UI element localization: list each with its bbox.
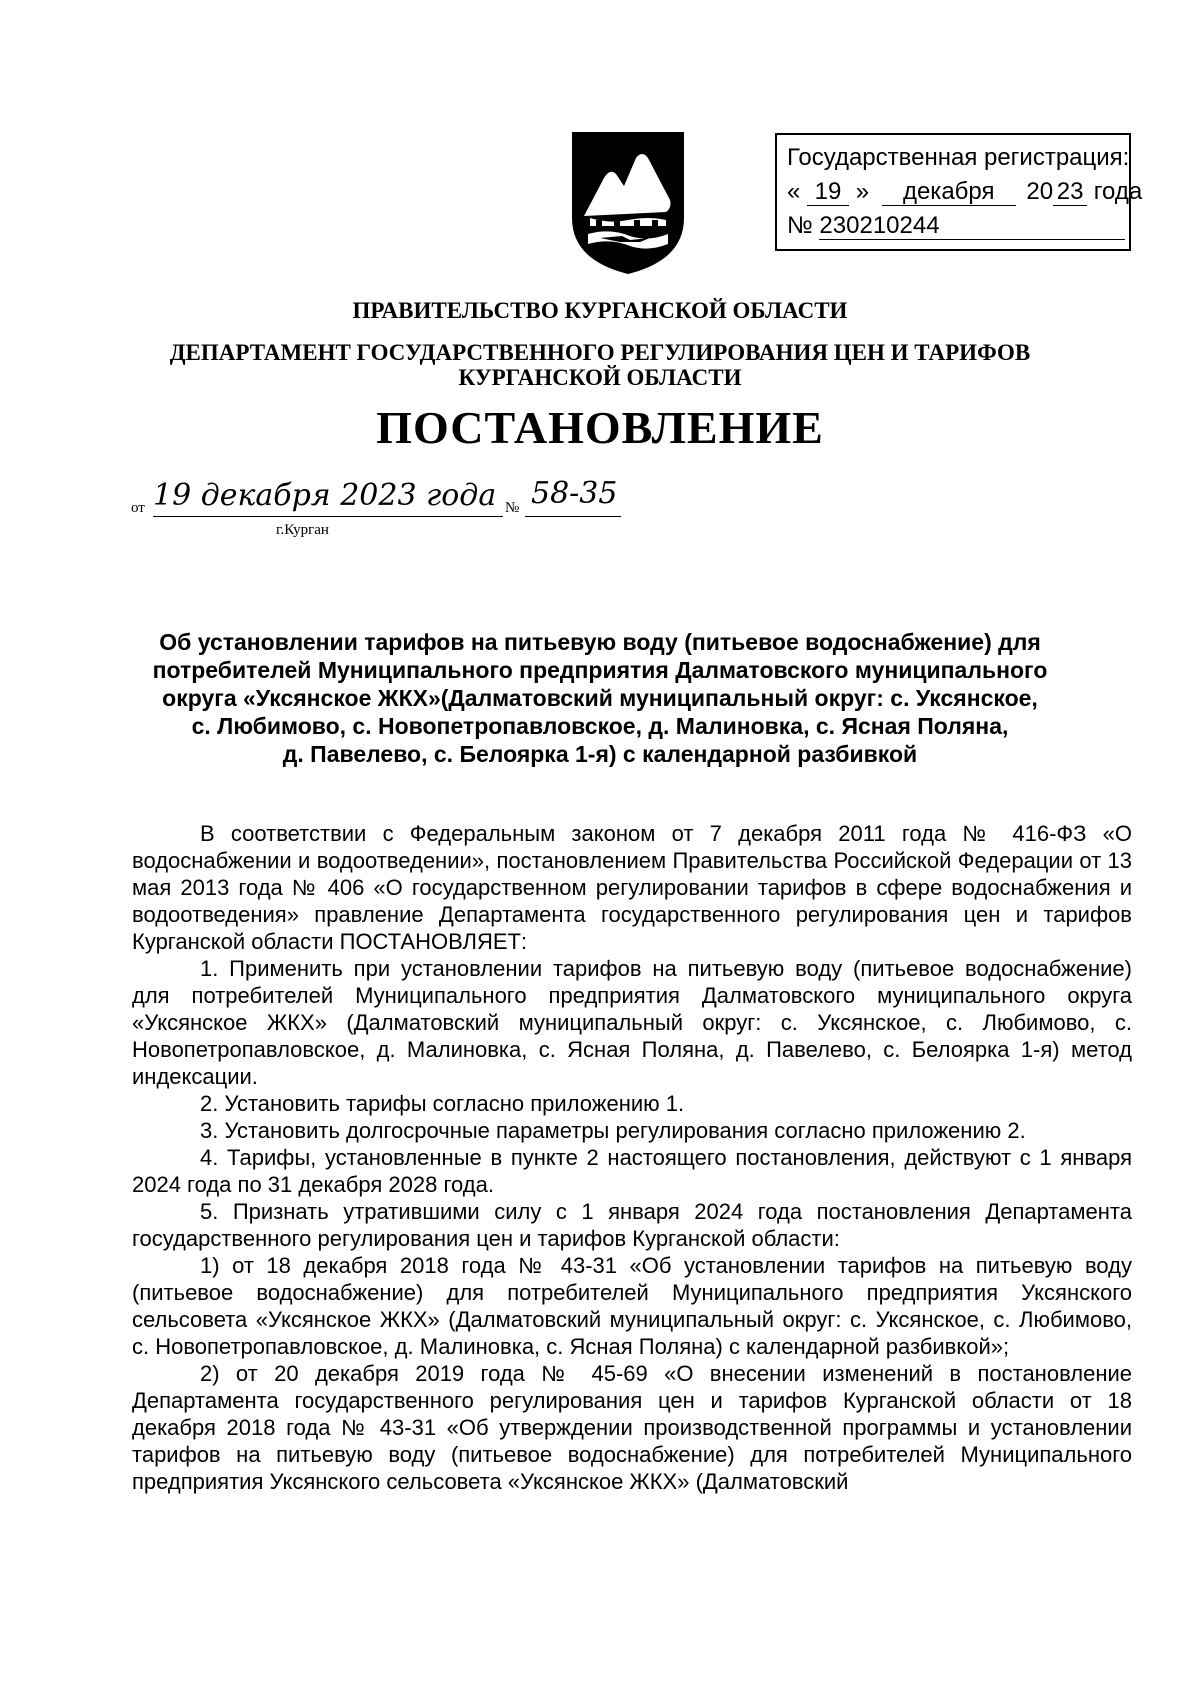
- registration-year-suffix: 23: [1053, 179, 1087, 206]
- subject-line: д. Павелево, с. Белоярка 1-я) с календарной разбивкой: [282, 741, 918, 767]
- number-underline: [525, 516, 621, 517]
- document-type-title: ПОСТАНОВЛЕНИЕ: [376, 402, 824, 453]
- kurgan-coat-of-arms-icon: [570, 130, 686, 276]
- from-label: от: [131, 500, 145, 516]
- subject-line: с. Любимово, с. Новопетропавловское, д. Малиновка, с. Ясная Поляна,: [191, 713, 1009, 739]
- registration-month: декабря: [882, 179, 1016, 206]
- handwritten-date: 19 декабря 2023 года: [153, 478, 497, 513]
- registration-year-prefix: 20: [1026, 178, 1054, 205]
- registration-number-sign: №: [787, 212, 813, 239]
- government-name: ПРАВИТЕЛЬСТВО КУРГАНСКОЙ ОБЛАСТИ: [352, 298, 848, 323]
- registration-day: 19: [807, 179, 849, 206]
- registration-open-quote: «: [787, 178, 801, 205]
- registration-close-quote: »: [855, 178, 870, 205]
- subject-line: потребителей Муниципального предприятия Далматовского муниципального: [152, 657, 1048, 683]
- document-subject: [120, 628, 1080, 768]
- registration-number-row: [787, 209, 1129, 243]
- body-clause-3: 3. Установить долгосрочные параметры регулирования согласно приложению 2.: [200, 1118, 1026, 1143]
- registration-date-row: [787, 175, 1143, 209]
- department-name-line2: КУРГАНСКОЙ ОБЛАСТИ: [458, 365, 742, 390]
- state-registration-box: [775, 133, 1143, 251]
- body-subclause-1: 1) от 18 декабря 2018 года № 43-31 «Об установлении тарифов на питьевую воду (питьевое водоснабжение) для потребителей Муниципального предприятия Уксянского сельсовета «Уксянское ЖКХ» (Далматовский муниципальный округ: с. Уксянское, с. Любимово, с. Новопетропавловское, д. Малиновка, с. Ясная Поляна) с календарной разбивкой»;: [132, 1253, 1132, 1359]
- subject-line: Об установлении тарифов на питьевую воду (питьевое водоснабжение) для: [159, 629, 1041, 655]
- subject-line: округа «Уксянское ЖКХ»(Далматовский муниципальный округ: с. Уксянское,: [162, 685, 1038, 711]
- registration-label: Государственная регистрация:: [787, 144, 1130, 171]
- department-name-line1: ДЕПАРТАМЕНТ ГОСУДАРСТВЕННОГО РЕГУЛИРОВАНИЯ ЦЕН И ТАРИФОВ: [169, 340, 1031, 365]
- body-clause-1: 1. Применить при установлении тарифов на питьевую воду (питьевое водоснабжение) для потребителей Муниципального предприятия Далматовского муниципального округа «Уксянское ЖКХ» (Далматовский муниципальный округ: с. Уксянское, с. Любимово, с. Новопетропавловское, д. Малиновка, с. Ясная Поляна, д. Павелево, с. Белоярка 1-я) метод индексации.: [132, 956, 1132, 1089]
- body-clause-4: 4. Тарифы, установленные в пункте 2 настоящего постановления, действуют с 1 января 2024 года по 31 декабря 2028 года.: [132, 1145, 1132, 1197]
- body-preamble: В соответствии с Федеральным законом от 7 декабря 2011 года № 416-ФЗ «О водоснабжении и водоотведении», постановлением Правительства Российской Федерации от 13 мая 2013 года № 406 «О государственном регулировании тарифов в сфере водоснабжения и водоотведения» правление Департамента государственного регулирования цен и тарифов Курганской области ПОСТАНОВЛЯЕТ:: [132, 821, 1132, 954]
- body-subclause-2: 2) от 20 декабря 2019 года № 45-69 «О внесении изменений в постановление Департамента государственного регулирования цен и тарифов Курганской области от 18 декабря 2018 года № 43-31 «Об утверждении производственной программы и установлении тарифов на питьевую воду (питьевое водоснабжение) для потребителей Муниципального предприятия Уксянского сельсовета «Уксянское ЖКХ» (Далматовский: [132, 1361, 1132, 1494]
- body-clause-2: 2. Установить тарифы согласно приложению 1.: [200, 1091, 685, 1116]
- city-label: г.Курган: [276, 522, 329, 538]
- date-number-line: [131, 478, 831, 548]
- registration-number: 230210244: [819, 213, 1125, 240]
- number-label: №: [505, 500, 520, 516]
- document-body: [132, 820, 1132, 1495]
- handwritten-number: 58-35: [531, 476, 618, 511]
- registration-year-word: года: [1093, 178, 1143, 205]
- body-clause-5: 5. Признать утратившими силу с 1 января 2024 года постановления Департамента государственного регулирования цен и тарифов Курганской области:: [132, 1199, 1132, 1251]
- date-underline: [153, 516, 503, 517]
